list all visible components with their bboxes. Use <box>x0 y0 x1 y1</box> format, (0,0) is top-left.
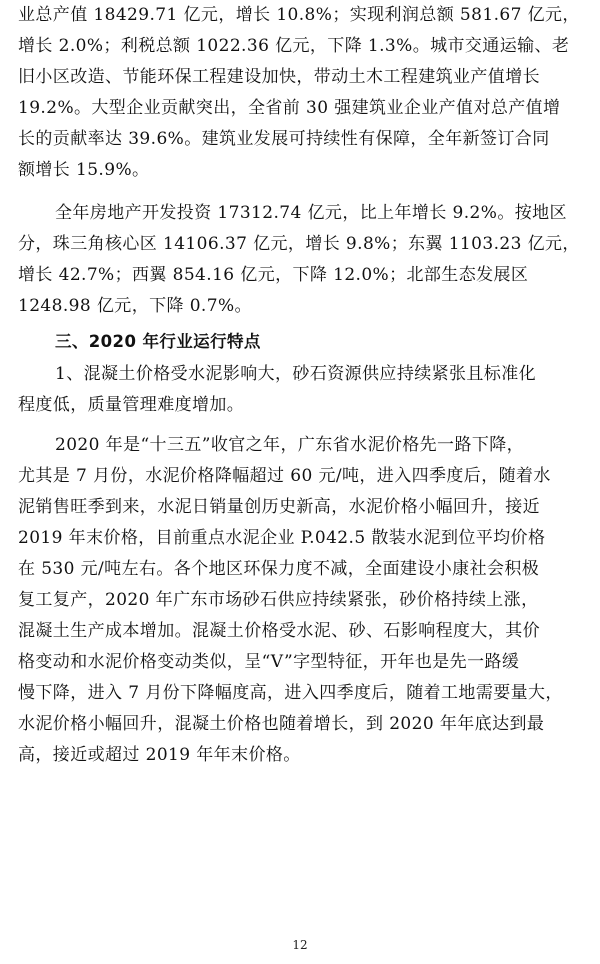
text-line: 增长 42.7%；西翼 854.16 亿元，下降 12.0%；北部生态发展区 <box>18 265 529 285</box>
text-line: 泥销售旺季到来，水泥日销量创历史新高，水泥价格小幅回升，接近 <box>18 497 540 517</box>
text-line: 长的贡献率达 39.6%。建筑业发展可持续性有保障，全年新签订合同 <box>18 129 550 149</box>
text-line: 慢下降，进入 7 月份下降幅度高，进入四季度后，随着工地需要量大， <box>18 683 563 703</box>
section-heading: 三、2020 年行业运行特点 <box>55 332 261 351</box>
text-line: 2020 年是“十三五”收官之年，广东省水泥价格先一路下降， <box>55 435 525 455</box>
text-line: 1、混凝土价格受水泥影响大，砂石资源供应持续紧张且标准化 <box>55 364 537 384</box>
text-line: 业总产值 18429.71 亿元，增长 10.8%；实现利润总额 581.67 亿元， <box>18 5 580 25</box>
text-line: 分，珠三角核心区 14106.37 亿元，增长 9.8%；东翼 1103.23 亿元， <box>18 234 580 254</box>
text-line: 1248.98 亿元，下降 0.7%。 <box>18 296 252 316</box>
text-line: 在 530 元/吨左右。各个地区环保力度不减，全面建设小康社会积极 <box>18 559 540 579</box>
text-line: 旧小区改造、节能环保工程建设加快，带动土木工程建筑业产值增长 <box>18 67 540 87</box>
text-line: 程度低，质量管理难度增加。 <box>18 395 245 415</box>
text-line: 2019 年末价格，目前重点水泥企业 P.042.5 散装水泥到位平均价格 <box>18 528 546 548</box>
text-line: 复工复产，2020 年广东市场砂石供应持续紧张，砂价格持续上涨， <box>18 590 539 610</box>
text-line: 格变动和水泥价格变动类似，呈“V”字型特征，开年也是先一路缓 <box>18 652 520 672</box>
text-line: 尤其是 7 月份，水泥价格降幅超过 60 元/吨，进入四季度后，随着水 <box>18 466 551 486</box>
text-line: 全年房地产开发投资 17312.74 亿元，比上年增长 9.2%。按地区 <box>55 203 567 223</box>
page-number: 12 <box>292 938 308 952</box>
text-line: 19.2%。大型企业贡献突出，全省前 30 强建筑业企业产值对总产值增 <box>18 98 561 118</box>
text-line: 高，接近或超过 2019 年年末价格。 <box>18 745 301 765</box>
text-line: 额增长 15.9%。 <box>18 160 150 180</box>
text-line: 混凝土生产成本增加。混凝土价格受水泥、砂、石影响程度大，其价 <box>18 621 540 641</box>
text-line: 增长 2.0%；利税总额 1022.36 亿元，下降 1.3%。城市交通运输、老 <box>18 36 570 56</box>
text-line: 水泥价格小幅回升，混凝土价格也随着增长，到 2020 年年底达到最 <box>18 714 545 734</box>
